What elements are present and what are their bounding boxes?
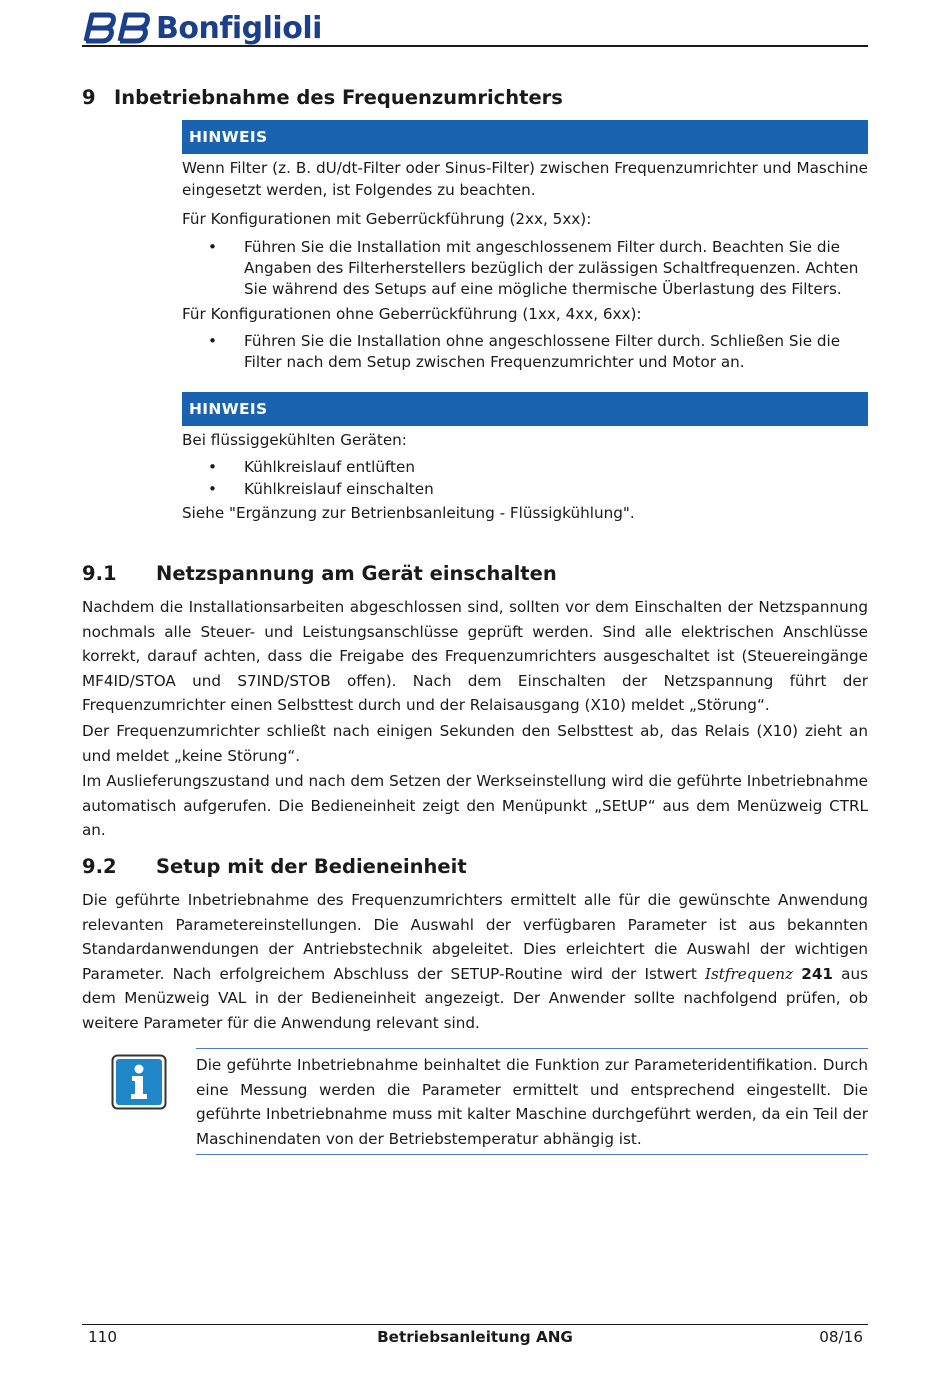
section-title-text: Netzspannung am Gerät einschalten [156,562,557,585]
section-title-9-1 [82,562,557,585]
footer-date: 08/16 [819,1328,863,1346]
note2-intro: Bei flüssiggekühlten Geräten: [182,431,407,449]
list-item [182,331,868,373]
note2-see: Siehe "Ergänzung zur Betrienbsanleitung - Flüssigkühlung". [182,504,635,522]
chapter-number: 9 [82,86,96,109]
info-text: Die geführte Inbetriebnahme beinhaltet die Funktion zur Parameteridentifikation. Durch eine Messung werden die Parameter ermittelt und entsprechend eingestellt. Die geführte Inbetriebnahme muss mit kalter Maschine durchgeführt werden, da ein Teil der Maschinendaten von der Betriebstemperatur abhängig ist. [196,1056,868,1148]
section-9-2-paragraph [82,888,868,1035]
page-number: 110 [88,1328,117,1346]
note-bar-hinweis: HINWEIS [182,120,868,154]
paragraph-text: aus dem Menüzweig VAL in der Bedieneinheit angezeigt. Der Anwender sollte nachfolgend prüfen, ob weitere Parameter für die Anwendung relevant sind. [82,964,868,1032]
parameter-name: Istfrequenz [705,964,794,983]
footer-rule [82,1324,868,1325]
paragraph-text: Die geführte Inbetriebnahme des Frequenzumrichters ermittelt alle für die gewünschte Anwendung relevanten Parametereinstellungen. Die Auswahl der verfügbaren Parameter ist aus bekannten Standardanwendungen der Antriebstechnik abgeleitet. Dies erleichtert die Auswahl der wichtigen Parameter. Nach erfolgreichem Abschluss der SETUP-Routine wird der Istwert [82,891,868,983]
section-title-9-2 [82,855,467,878]
info-bottom-rule [196,1154,868,1155]
bullet-icon: • [208,458,217,476]
note1-without-feedback: Für Konfigurationen ohne Geberrückführung (1xx, 4xx, 6xx): [182,305,642,323]
note1-with-feedback: Für Konfigurationen mit Geberrückführung (2xx, 5xx): [182,210,592,228]
note-bar-hinweis: HINWEIS [182,392,868,426]
bullet-icon: • [208,480,217,498]
note1-with-feedback-item: Führen Sie die Installation mit angeschlossenem Filter durch. Beachten Sie die Angaben des Filterherstellers bezüglich der zulässigen Schaltfrequenzen. Achten Sie während des Setups auf eine mögliche thermische Überlastung des Filters. [244,238,859,298]
section-title-text: Setup mit der Bedieneinheit [156,855,467,878]
bullet-icon: • [208,238,217,256]
list-item [182,237,868,300]
list-item [182,479,868,500]
chapter-title-text: Inbetriebnahme des Frequenzumrichters [114,86,563,109]
info-icon [111,1054,167,1110]
section-9-1-paragraph: Im Auslieferungszustand und nach dem Setzen der Werkseinstellung wird die geführte Inbetriebnahme automatisch aufgerufen. Die Bedieneinheit zeigt den Menüpunkt „SEtUP“ aus dem Menüzweig CTRL an. [82,772,868,839]
note1-without-feedback-item: Führen Sie die Installation ohne angeschlossene Filter durch. Schließen Sie die Filter nach dem Setup zwischen Frequenzumrichter und Motor an. [244,332,841,371]
parameter-number: 241 [801,964,833,983]
note2-item: Kühlkreislauf entlüften [244,458,415,476]
section-9-1-paragraph: Der Frequenzumrichter schließt nach einigen Sekunden den Selbsttest ab, das Relais (X10) zieht an und meldet „keine Störung“. [82,722,868,765]
brand-name: Bonfiglioli [156,10,322,46]
chapter-title [82,86,563,109]
info-top-rule [196,1048,868,1049]
section-number: 9.2 [82,855,117,878]
logo-mark-icon [82,11,150,45]
list-item [182,457,868,478]
note1-intro: Wenn Filter (z. B. dU/dt-Filter oder Sinus-Filter) zwischen Frequenzumrichter und Maschine eingesetzt werden, ist Folgendes zu beachten. [182,159,868,199]
note2-item: Kühlkreislauf einschalten [244,480,434,498]
bonfiglioli-logo [82,10,322,46]
section-9-1-paragraph: Nachdem die Installationsarbeiten abgeschlossen sind, sollten vor dem Einschalten der Netzspannung nochmals alle Steuer- und Leistungsanschlüsse geprüft werden. Sind alle elektrischen Anschlüsse korrekt, darauf achten, dass die Freigabe des Frequenzumrichters ausgeschaltet ist (Steuereingänge MF4ID/STOA und S7IND/STOB offen). Nach dem Einschalten der Netzspannung führt der Frequenzumrichter einen Selbsttest durch und der Relaisausgang (X10) meldet „Störung“. [82,598,868,714]
section-number: 9.1 [82,562,117,585]
bullet-icon: • [208,332,217,350]
footer-title: Betriebsanleitung ANG [377,1328,573,1346]
header-rule [82,45,868,47]
